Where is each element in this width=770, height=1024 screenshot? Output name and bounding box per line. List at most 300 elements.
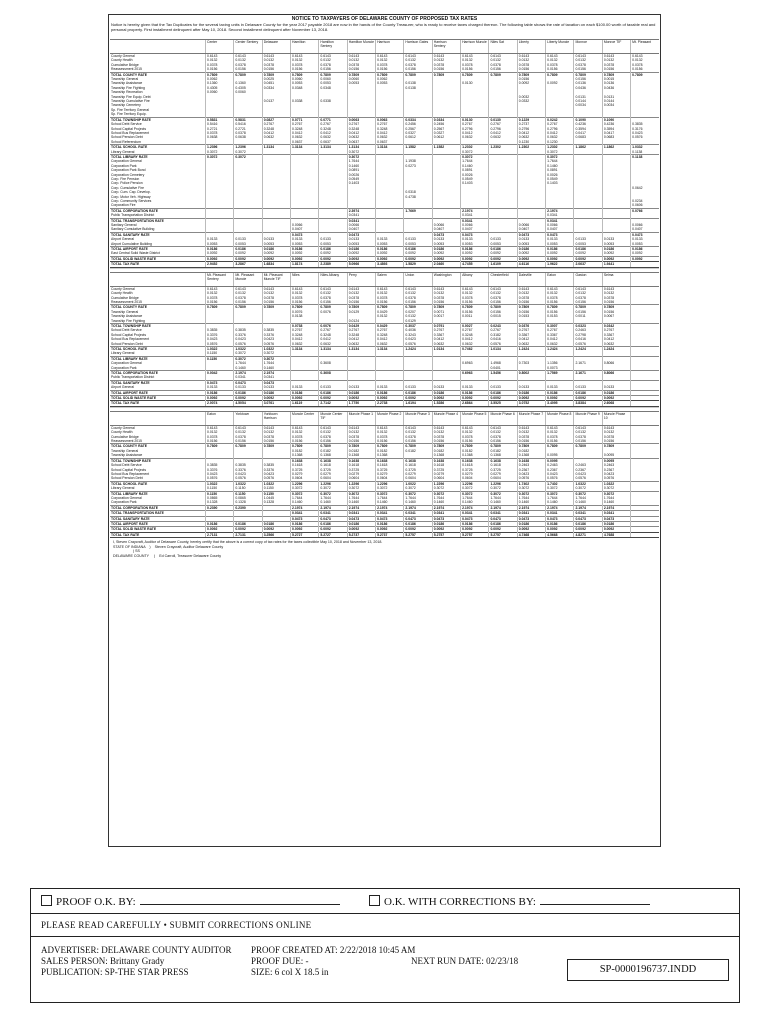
rate-label: TOTAL CORPORATION RATE bbox=[110, 371, 206, 376]
rate-value: 0.7809 bbox=[376, 305, 404, 310]
rate-value: 0.0092 bbox=[376, 527, 404, 532]
rate-label: County General bbox=[111, 286, 135, 291]
rate-value: 0.0378 bbox=[631, 63, 659, 67]
rate-value: 0.0156 bbox=[461, 310, 489, 314]
rate-value: 0.0341 bbox=[574, 511, 602, 516]
rate-value: 0.0186 bbox=[602, 390, 630, 395]
rate-value: 2.9452 bbox=[206, 262, 234, 267]
rate-value: 0.0378 bbox=[432, 296, 460, 300]
ad-size: SIZE: 6 col X 18.5 in bbox=[251, 967, 329, 977]
rate-value: 0.0092 bbox=[404, 251, 432, 256]
rate-value: 0.7809 bbox=[347, 444, 375, 449]
rate-label: TOTAL COUNTY RATE bbox=[110, 305, 206, 310]
rate-value: 0.0092 bbox=[376, 256, 404, 261]
rate-value: 0.0186 bbox=[404, 390, 432, 395]
rate-value: 0.1460 bbox=[347, 500, 375, 505]
rate-value: 0.1638 bbox=[291, 458, 319, 463]
rate-value: 0.7809 bbox=[546, 305, 574, 310]
rate-value: 1.3134 bbox=[347, 145, 375, 150]
rate-value: 0.0436 bbox=[602, 86, 630, 90]
rate-label: Township Recreation bbox=[111, 90, 143, 95]
rate-label: TOTAL CORPORATION RATE bbox=[110, 208, 206, 213]
rate-value: 0.2367 bbox=[517, 468, 545, 472]
rate-value: 0.0092 bbox=[376, 251, 404, 256]
rate-value: 0.7809 bbox=[234, 305, 262, 310]
rate-value: 0.7809 bbox=[291, 72, 319, 77]
rate-value: 0.0092 bbox=[262, 527, 290, 532]
rate-value: 0.1150 bbox=[234, 491, 262, 496]
rate-value: 0.0092 bbox=[631, 256, 659, 261]
rate-value: 1.3134 bbox=[291, 145, 319, 150]
rate-value: 0.0092 bbox=[432, 396, 460, 401]
rate-value: 0.0378 bbox=[206, 296, 234, 300]
rate-value: 0.0378 bbox=[291, 435, 319, 439]
rate-value: 5.2737 bbox=[376, 532, 404, 537]
rate-label: Township Fire Fighting bbox=[111, 85, 145, 90]
rate-value: 0.0417 bbox=[602, 131, 630, 135]
rate-value: 0.6143 bbox=[206, 425, 234, 430]
rate-value: 0.0186 bbox=[206, 247, 234, 252]
rate-value: 0.0604 bbox=[291, 476, 319, 481]
rate-value: 2.2389 bbox=[319, 262, 347, 267]
rate-value: 0.0473 bbox=[206, 380, 234, 385]
taxing-unit-header: Liberty bbox=[517, 40, 545, 54]
rate-value: 0.0473 bbox=[517, 232, 545, 237]
rate-value: 0.0092 bbox=[432, 527, 460, 532]
rate-label: County General bbox=[111, 425, 135, 430]
rate-value: 3.0761 bbox=[262, 401, 290, 406]
rate-value: 0.0053 bbox=[404, 242, 432, 247]
rate-value: 0.0186 bbox=[546, 247, 574, 252]
rate-value: 0.7809 bbox=[404, 72, 432, 77]
rate-value: 0.0026 bbox=[461, 173, 489, 177]
rate-value: 0.0092 bbox=[489, 527, 517, 532]
taxing-unit-header: Monroe TIF bbox=[602, 40, 630, 54]
rate-value: 0.0186 bbox=[234, 521, 262, 526]
rate-value: 1.2296 bbox=[376, 481, 404, 486]
rate-value: 0.0378 bbox=[489, 435, 517, 439]
rate-value: 1.7644 bbox=[489, 496, 517, 500]
rate-value: 0.0136 bbox=[602, 81, 630, 85]
rate-value: 0.1138 bbox=[631, 154, 659, 159]
rate-value: 0.1090 bbox=[602, 117, 630, 122]
rate-value: 0.6143 bbox=[546, 54, 574, 59]
rate-value: 0.0092 bbox=[347, 396, 375, 401]
rate-value: 5.2727 bbox=[291, 532, 319, 537]
rate-value: 0.7303 bbox=[517, 361, 545, 365]
rate-value: 0.0632 bbox=[517, 342, 545, 347]
rate-value: 0.0683 bbox=[602, 135, 630, 139]
taxing-unit-header: Mt. Pleasant Sentery bbox=[206, 272, 234, 286]
rate-value: 0.3072 bbox=[376, 491, 404, 496]
rate-value: 3.2867 bbox=[234, 262, 262, 267]
rate-value: 0.0549 bbox=[546, 177, 574, 181]
rate-value: 0.0133 bbox=[631, 237, 659, 241]
rate-value: 0.0156 bbox=[206, 439, 234, 444]
rate-value bbox=[631, 262, 659, 267]
rate-value: 0.7809 bbox=[432, 444, 460, 449]
rate-value: 0.0186 bbox=[404, 521, 432, 526]
rate-value: 0.0186 bbox=[546, 390, 574, 395]
rate-value: 0.0092 bbox=[574, 527, 602, 532]
rate-value: 1.7644 bbox=[602, 496, 630, 500]
rate-value: 0.3072 bbox=[262, 351, 290, 356]
rate-value: 1.1938 bbox=[404, 159, 432, 163]
rate-value: 1.0134 bbox=[489, 346, 517, 351]
rate-value: 0.0156 bbox=[517, 77, 545, 81]
rate-value: 0.0423 bbox=[234, 472, 262, 476]
taxing-unit-header: Center Sentery bbox=[234, 40, 262, 54]
rate-value: 2.1974 bbox=[376, 505, 404, 510]
rate-value: 1.7569 bbox=[546, 371, 574, 376]
rate-value: 0.0891 bbox=[546, 168, 574, 172]
rate-label: Library General bbox=[111, 351, 135, 356]
ok-with-corrections-signature-line[interactable] bbox=[540, 895, 650, 905]
rate-value: 0.3072 bbox=[517, 486, 545, 491]
rate-value: 0.0771 bbox=[319, 117, 347, 122]
taxing-unit-header: Mt. Pleasant Muncie TIF bbox=[262, 272, 290, 286]
rate-value: 0.1618 bbox=[291, 463, 319, 467]
rate-value: 0.7809 bbox=[461, 72, 489, 77]
advertiser-line bbox=[41, 945, 571, 956]
rate-value: 0.0341 bbox=[461, 511, 489, 516]
rate-value: 0.0632 bbox=[546, 135, 574, 139]
rate-value: 0.0129 bbox=[404, 319, 432, 324]
ok-with-corrections-checkbox[interactable] bbox=[369, 895, 380, 906]
rate-tables bbox=[109, 39, 660, 538]
rate-row bbox=[110, 262, 659, 267]
proof-ok-checkbox[interactable] bbox=[41, 895, 52, 906]
rate-value: 0.0186 bbox=[517, 390, 545, 395]
rate-label: TOTAL SCHOOL RATE bbox=[110, 145, 206, 150]
rate-value: 0.7809 bbox=[404, 444, 432, 449]
rate-value: 0.0549 bbox=[347, 177, 375, 181]
rate-value: 0.0341 bbox=[347, 218, 375, 223]
rate-value: 0.0576 bbox=[546, 476, 574, 481]
rate-label: School Capital Projects bbox=[111, 467, 147, 472]
rate-value: 0.0053 bbox=[376, 81, 404, 85]
rate-value: 0.2796 bbox=[489, 127, 517, 131]
rate-label: East Central Solid Waste District bbox=[111, 251, 160, 256]
rate-label: Airport General bbox=[111, 237, 134, 242]
rate-value: 0.0341 bbox=[376, 511, 404, 516]
rate-value: 0.3835 bbox=[206, 463, 234, 467]
rate-value: 0.0092 bbox=[546, 527, 574, 532]
rate-value: 1.1862 bbox=[574, 145, 602, 150]
rate-value: 0.2767 bbox=[262, 122, 290, 126]
rate-value: 0.3367 bbox=[602, 333, 630, 337]
rate-value: 0.0060 bbox=[234, 90, 262, 94]
rate-value: 3.4893 bbox=[376, 262, 404, 267]
rate-value: 3.2566 bbox=[262, 532, 290, 537]
rate-value: 0.0130 bbox=[461, 117, 489, 122]
taxing-unit-header: Perry bbox=[347, 272, 375, 286]
rate-label: Corporation General bbox=[111, 495, 142, 500]
rate-value: 0.0378 bbox=[234, 131, 262, 135]
taxing-unit-header: Muncie Phase 10 bbox=[602, 411, 630, 425]
rate-value: 0.1618 bbox=[319, 463, 347, 467]
rate-value: 0.0132 bbox=[291, 291, 319, 295]
rate-value: 0.0186 bbox=[432, 390, 460, 395]
rate-value: 0.0132 bbox=[461, 291, 489, 295]
rate-value: 0.7809 bbox=[432, 305, 460, 310]
rate-value: 0.3072 bbox=[461, 150, 489, 155]
rate-value: 0.0132 bbox=[574, 58, 602, 62]
rate-label: TOTAL SANITARY RATE bbox=[110, 380, 206, 385]
rate-value: 0.7809 bbox=[631, 72, 659, 77]
rate-value: 0.0138 bbox=[404, 81, 432, 85]
rate-label: TOTAL SCHOOL RATE bbox=[110, 346, 206, 351]
rate-value: 0.2767 bbox=[291, 122, 319, 126]
rate-value: 0.0092 bbox=[602, 396, 630, 401]
rate-value: 0.0092 bbox=[489, 256, 517, 261]
header-corner bbox=[110, 411, 206, 425]
rate-value: 1.2296 bbox=[319, 481, 347, 486]
rate-value: 0.1230 bbox=[546, 140, 574, 145]
rate-value: 0.0341 bbox=[234, 375, 262, 380]
rate-value: 0.0186 bbox=[319, 247, 347, 252]
proof-info-fields bbox=[41, 945, 571, 978]
rate-value: 0.0891 bbox=[461, 168, 489, 172]
rate-value: 0.0473 bbox=[347, 516, 375, 521]
rate-value: 0.0015 bbox=[489, 314, 517, 318]
rate-value: 0.2796 bbox=[517, 127, 545, 131]
rate-value: 0.0207 bbox=[404, 310, 432, 314]
rate-value: 0.6143 bbox=[262, 425, 290, 430]
rate-value: 0.0417 bbox=[574, 131, 602, 135]
rate-value: 0.0891 bbox=[347, 168, 375, 172]
rate-value: 0.0378 bbox=[404, 63, 432, 67]
rate-value: 0.7809 bbox=[291, 305, 319, 310]
rate-value: 0.1638 bbox=[517, 458, 545, 463]
rate-value: 1.2296 bbox=[291, 481, 319, 486]
rate-label: County Health bbox=[111, 58, 133, 63]
rate-value: 0.7809 bbox=[489, 444, 517, 449]
rate-value: 0.0378 bbox=[262, 435, 290, 439]
rate-value: 0.0341 bbox=[546, 511, 574, 516]
rate-value: 0.0053 bbox=[461, 242, 489, 247]
rate-value: 0.1368 bbox=[376, 453, 404, 458]
rate-value: 0.0133 bbox=[347, 385, 375, 390]
rate-value: 0.6143 bbox=[376, 425, 404, 430]
rate-label: Public Transportation District bbox=[111, 375, 155, 380]
rate-value: 0.7809 bbox=[432, 72, 460, 77]
rate-value: 1.3134 bbox=[347, 346, 375, 351]
rate-value: 0.0092 bbox=[234, 527, 262, 532]
rate-value: 0.3367 bbox=[546, 333, 574, 337]
rate-value: 0.0412 bbox=[319, 131, 347, 135]
rate-value: 0.6143 bbox=[489, 286, 517, 291]
rate-value: 2.1671 bbox=[574, 371, 602, 376]
rate-value: 1.7644 bbox=[347, 159, 375, 163]
rate-value: 0.7809 bbox=[376, 444, 404, 449]
rate-value: 0.0092 bbox=[461, 251, 489, 256]
rate-value: 0.0412 bbox=[461, 337, 489, 341]
rate-label: School Bus Replacement bbox=[111, 130, 150, 135]
rate-value: 0.4738 bbox=[404, 195, 432, 199]
rate-value: 0.1460 bbox=[262, 366, 290, 371]
rate-value: 0.0132 bbox=[206, 58, 234, 62]
rate-value: 0.0182 bbox=[347, 449, 375, 453]
rate-value: 0.0186 bbox=[376, 247, 404, 252]
rate-label: Township General bbox=[111, 77, 139, 82]
rate-value: 0.0156 bbox=[291, 300, 319, 305]
rate-value: 0.1368 bbox=[319, 453, 347, 458]
rate-value: 0.3248 bbox=[347, 333, 375, 337]
rate-value: 0.0186 bbox=[574, 390, 602, 395]
rate-value: 0.0011 bbox=[461, 314, 489, 318]
rate-value: 0.0341 bbox=[347, 213, 375, 218]
taxing-unit-header: Hamilton Muncie bbox=[347, 40, 375, 54]
rate-value: 0.0341 bbox=[319, 511, 347, 516]
rate-label: TOTAL SOLID WASTE RATE bbox=[110, 256, 206, 261]
rate-value: 0.3072 bbox=[234, 150, 262, 155]
rate-value: 0.0053 bbox=[432, 242, 460, 247]
rate-value: 1.8174 bbox=[291, 262, 319, 267]
rate-value: 0.0473 bbox=[461, 232, 489, 237]
rate-value: 0.2390 bbox=[234, 505, 262, 510]
rate-value: 0.0632 bbox=[319, 135, 347, 139]
rate-value: 0.3594 bbox=[602, 127, 630, 131]
rate-value: 0.0182 bbox=[376, 449, 404, 453]
rate-value: 0.0604 bbox=[404, 476, 432, 481]
rate-value: 1.7644 bbox=[546, 496, 574, 500]
rate-value: 0.0066 bbox=[461, 223, 489, 227]
rate-value: 2.0074 bbox=[206, 401, 234, 406]
rate-label: TOTAL CORPORATION RATE bbox=[110, 505, 206, 510]
rate-value: 0.0186 bbox=[404, 247, 432, 252]
rate-value: 0.0378 bbox=[376, 435, 404, 439]
taxing-unit-header: Center bbox=[206, 40, 234, 54]
rate-value: 2.7142 bbox=[319, 401, 347, 406]
rate-value: 0.0341 bbox=[546, 218, 574, 223]
rate-value: 0.0076 bbox=[319, 310, 347, 314]
rate-value: 0.0186 bbox=[262, 521, 290, 526]
rate-value: 0.3835 bbox=[262, 463, 290, 467]
rate-value: 0.0132 bbox=[291, 430, 319, 434]
rate-value: 0.3248 bbox=[291, 127, 319, 131]
rate-value: 0.0138 bbox=[404, 86, 432, 90]
rate-value: 0.6143 bbox=[291, 54, 319, 59]
rate-value: 0.0186 bbox=[489, 390, 517, 395]
rate-value: 0.3725 bbox=[489, 468, 517, 472]
rate-value: 0.1368 bbox=[432, 453, 460, 458]
rate-value: 1.0322 bbox=[602, 481, 630, 486]
rate-value: 0.7809 bbox=[517, 305, 545, 310]
rate-value: 0.3072 bbox=[234, 154, 262, 159]
rate-label: School Bus Replacement bbox=[111, 337, 150, 342]
rate-value: 0.3072 bbox=[291, 486, 319, 491]
rate-value: 0.0133 bbox=[574, 237, 602, 241]
rate-value: 0.2796 bbox=[461, 127, 489, 131]
rate-value: 0.0133 bbox=[517, 385, 545, 390]
rate-value: 0.0156 bbox=[602, 310, 630, 314]
rate-value: 0.6143 bbox=[574, 425, 602, 430]
rate-value: 0.3182 bbox=[489, 333, 517, 337]
rate-value: 0.7809 bbox=[262, 305, 290, 310]
rate-value: 0.0092 bbox=[517, 396, 545, 401]
rate-value: 0.1460 bbox=[461, 500, 489, 505]
rate-value: 0.0133 bbox=[404, 385, 432, 390]
rate-value: 0.0132 bbox=[319, 58, 347, 62]
rate-value: 0.0138 bbox=[291, 314, 319, 318]
rate-value: 0.0341 bbox=[461, 218, 489, 223]
rate-value: 0.0133 bbox=[546, 237, 574, 241]
rate-value: 0.7809 bbox=[574, 444, 602, 449]
rate-value: 0.4305 bbox=[234, 86, 262, 90]
rate-value: 0.0133 bbox=[262, 237, 290, 241]
advertiser: ADVERTISER: DELAWARE COUNTY AUDITOR bbox=[41, 945, 232, 955]
rate-value: 1.9441 bbox=[602, 262, 630, 267]
rate-value: 0.0156 bbox=[631, 67, 659, 72]
rate-value: 0.0341 bbox=[602, 511, 630, 516]
rate-value: 0.3243 bbox=[404, 333, 432, 337]
rate-value: 0.0637 bbox=[319, 140, 347, 145]
rate-value: 0.0473 bbox=[517, 516, 545, 521]
rate-value: 0.0092 bbox=[517, 527, 545, 532]
rate-value: 0.2567 bbox=[404, 127, 432, 131]
ok-with-corrections-option[interactable] bbox=[369, 895, 650, 908]
rate-value: 0.6143 bbox=[602, 425, 630, 430]
rate-value: 0.0186 bbox=[461, 390, 489, 395]
rate-value: 0.1150 bbox=[206, 491, 234, 496]
rate-value: 0.1460 bbox=[489, 500, 517, 505]
rate-value: 0.3007 bbox=[546, 323, 574, 328]
rate-value: 0.0136 bbox=[574, 81, 602, 85]
rate-label: School Debt Service bbox=[111, 328, 142, 333]
rate-value: 0.3608 bbox=[319, 361, 347, 365]
rate-value: 0.0576 bbox=[206, 342, 234, 347]
rate-value: 0.0132 bbox=[319, 430, 347, 434]
rate-value: 0.0092 bbox=[291, 527, 319, 532]
rate-value: 0.0092 bbox=[404, 396, 432, 401]
rate-label: School Debt Service bbox=[111, 122, 142, 127]
rate-value: 0.0156 bbox=[376, 67, 404, 72]
rate-value: 0.0156 bbox=[347, 439, 375, 444]
rate-label: Township Cemetery bbox=[111, 103, 141, 108]
rate-value: 0.0423 bbox=[262, 337, 290, 341]
rate-value: 0.0156 bbox=[404, 67, 432, 72]
rate-value: 0.1638 bbox=[404, 458, 432, 463]
rate-value: 0.1403 bbox=[347, 181, 375, 185]
proof-ok-signature-line[interactable] bbox=[140, 895, 340, 905]
rate-value: 0.0132 bbox=[602, 430, 630, 434]
rate-value: 0.0132 bbox=[602, 291, 630, 295]
rate-value: 0.0378 bbox=[432, 435, 460, 439]
rate-value: 0.3248 bbox=[376, 127, 404, 131]
rate-value: 0.3176 bbox=[631, 127, 659, 131]
rate-value: 0.3367 bbox=[432, 333, 460, 337]
rate-label: Reassessment 2015 bbox=[111, 67, 142, 72]
rate-value: 0.1460 bbox=[546, 164, 574, 168]
proof-ok-option[interactable] bbox=[41, 895, 340, 908]
rate-value: 0.0182 bbox=[319, 449, 347, 453]
rate-value: 0.7462 bbox=[461, 346, 489, 351]
rate-value: 0.0638 bbox=[234, 135, 262, 139]
rate-value: 0.0092 bbox=[291, 396, 319, 401]
rate-value: 0.3072 bbox=[489, 491, 517, 496]
rate-value: 0.0015 bbox=[602, 77, 630, 81]
rate-value: 1.9622 bbox=[546, 262, 574, 267]
rate-value: 1.4968 bbox=[489, 361, 517, 365]
rate-value: 0.2567 bbox=[432, 127, 460, 131]
rate-value: 0.1360 bbox=[234, 81, 262, 85]
rate-value: 0.1638 bbox=[432, 458, 460, 463]
rate-value: 0.0053 bbox=[631, 242, 659, 247]
rate-value: 4.5668 bbox=[546, 532, 574, 537]
rate-value: 0.0632 bbox=[517, 135, 545, 139]
rate-value: 0.0156 bbox=[404, 300, 432, 305]
